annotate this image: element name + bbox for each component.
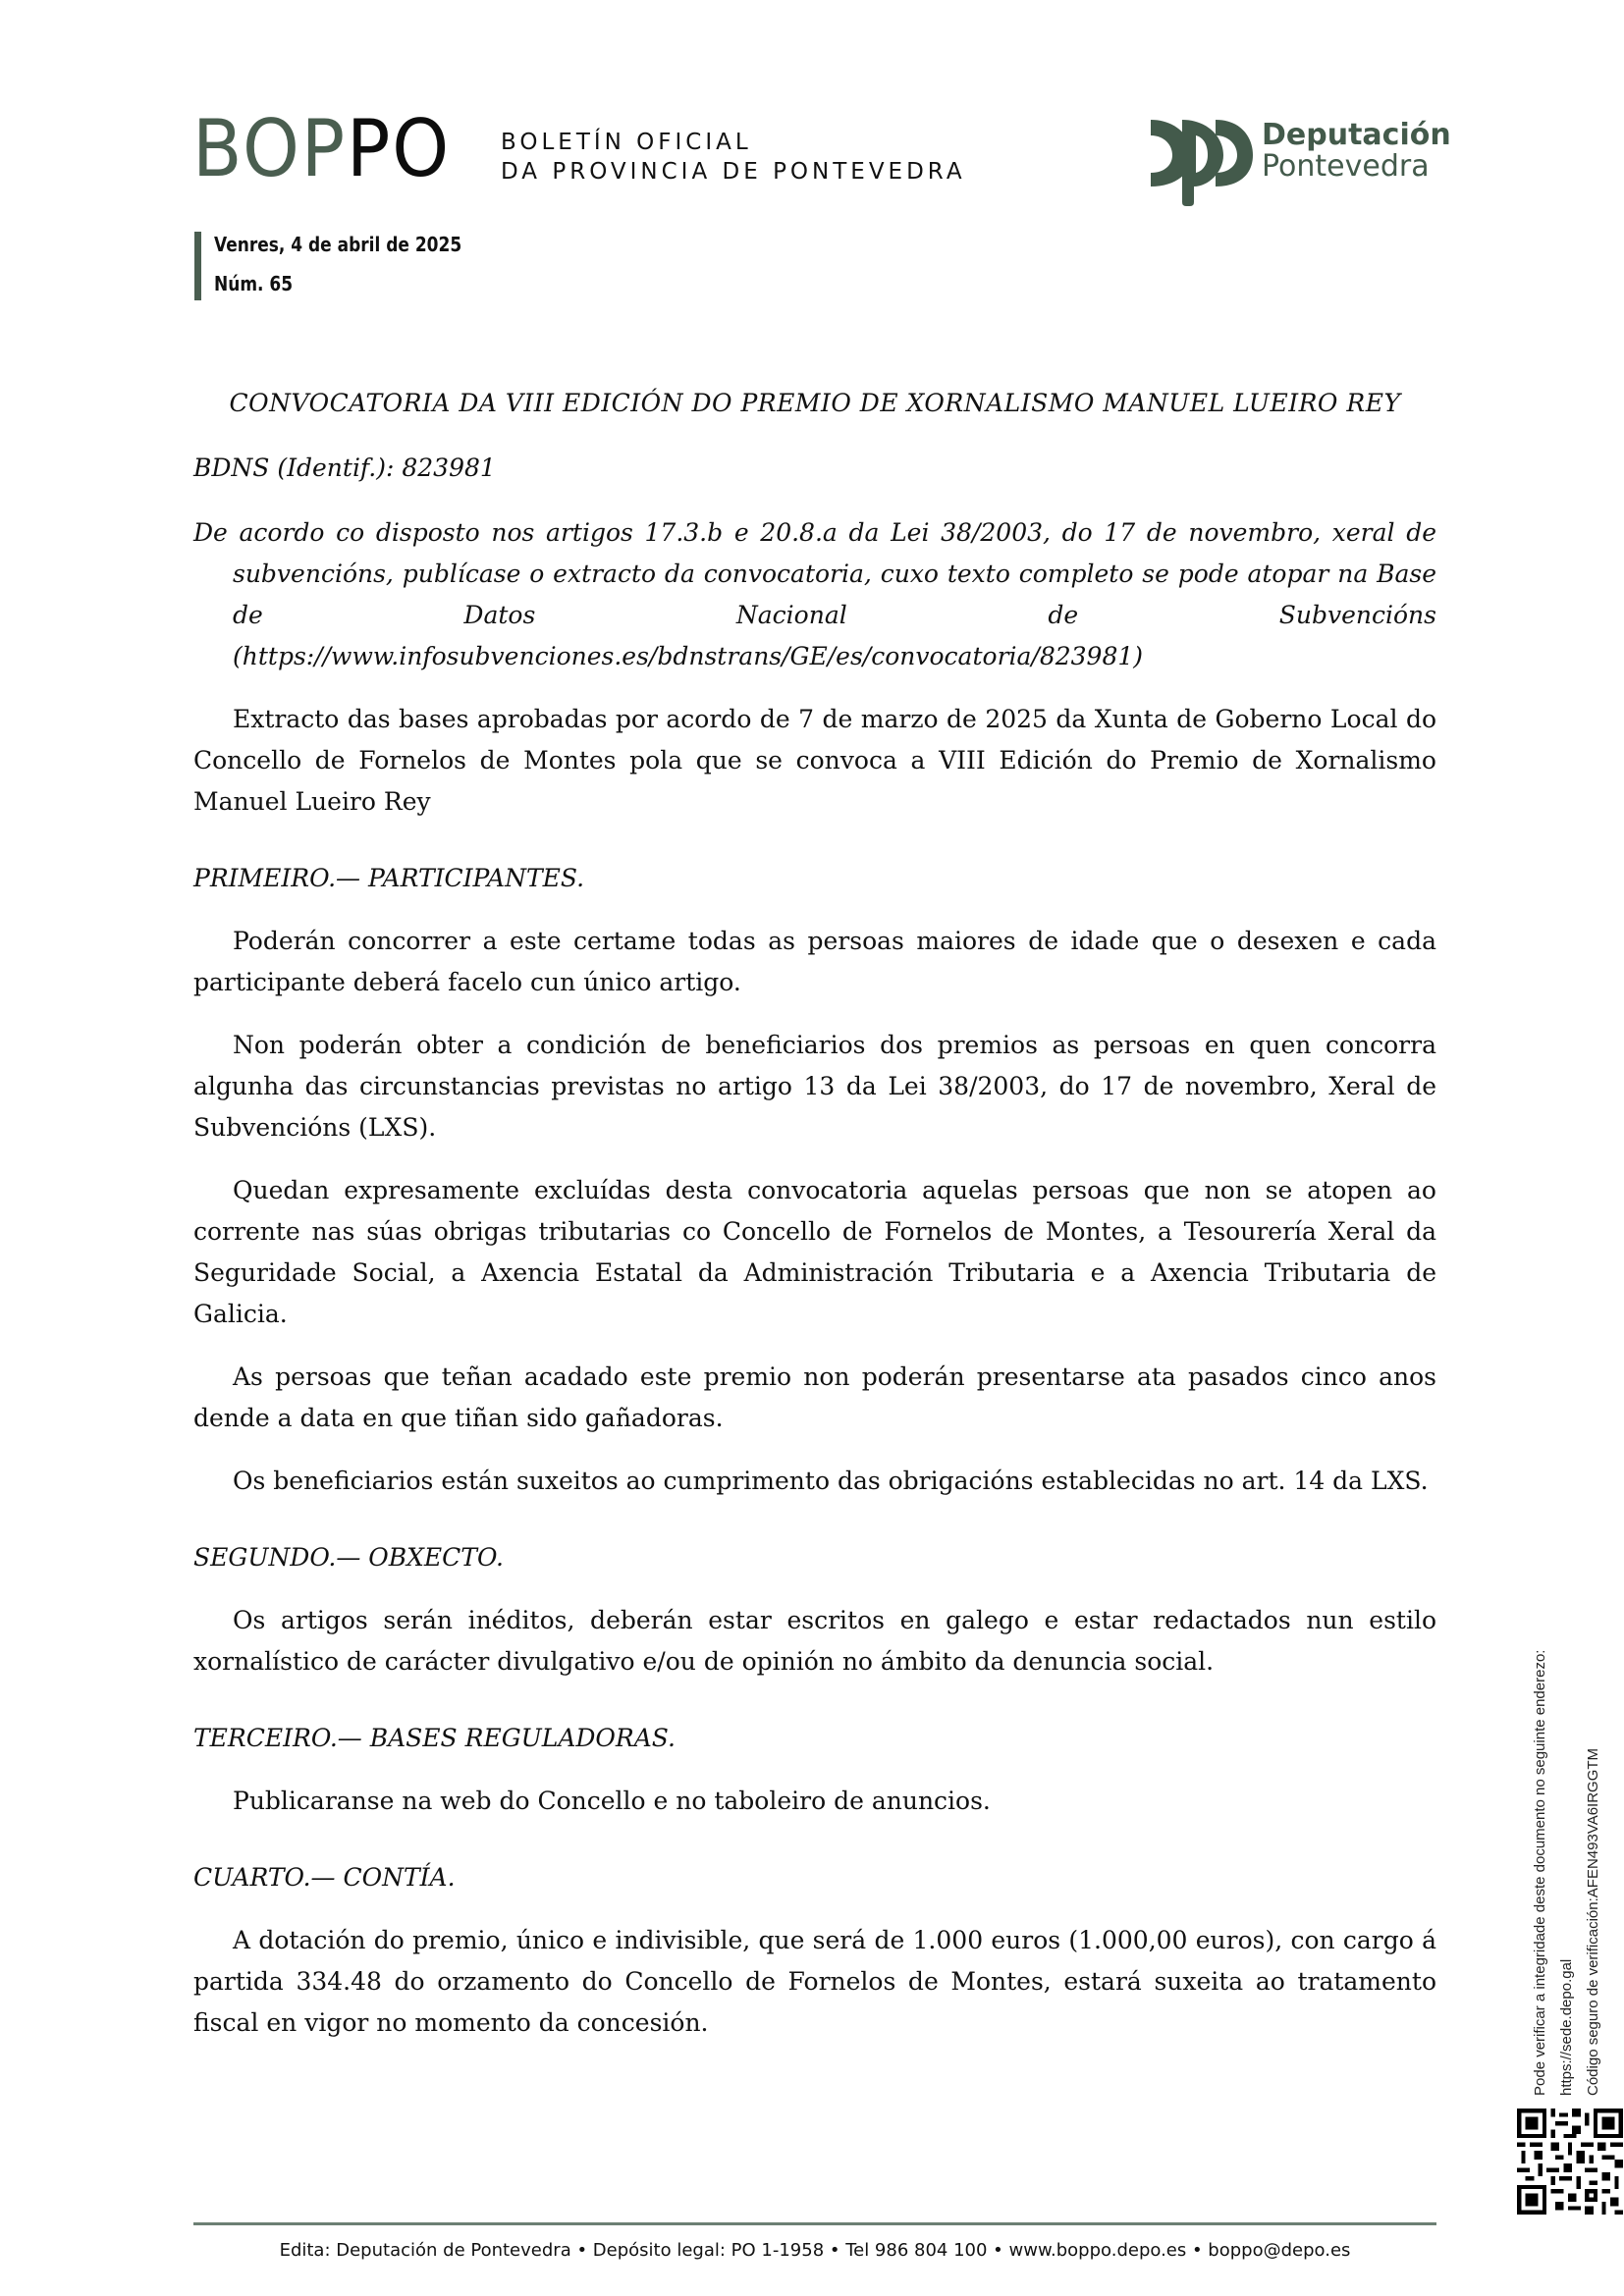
legal-basis: De acordo co disposto nos artigos 17.3.b e 20.8.a da Lei 38/2003, do 17 de novembro, xeral de subvencións, publícase o extracto da convocatoria, cuxo texto completo se pode atopar na Base de Datos Nacional de Subvencións (https://www.infosubvenciones.es/bdnstrans/GE/es/convocatoria/823981): [193, 518, 1436, 670]
paragraph: Quedan expresamente excluídas desta convocatoria aquelas persoas que non se atopen ao corrente nas súas obrigas tributarias co Concello de Fornelos de Montes, a Tesourería Xeral da Seguridade Social, a Axencia Estatal da Administración Tributaria e a Axencia Tributaria de Galicia.: [193, 1176, 1436, 1328]
bdns-identifier: BDNS (Identif.): 823981: [193, 454, 496, 482]
paragraph: As persoas que teñan acadado este premio non poderán presentarse ata pasados cinco anos dende a data en que tiñan sido gañadoras.: [193, 1362, 1436, 1432]
document-title: CONVOCATORIA DA VIII EDICIÓN DO PREMIO DE XORNALISMO MANUEL LUEIRO REY: [229, 389, 1401, 417]
section-heading: PRIMEIRO.— PARTICIPANTES.: [193, 864, 585, 892]
qr-code-icon: [1517, 2109, 1623, 2215]
boppo-logo: [192, 103, 452, 194]
issue-date: Venres, 4 de abril de 2025: [214, 233, 462, 256]
intro-paragraph: Extracto das bases aprobadas por acordo de 7 de marzo de 2025 da Xunta de Goberno Local do Concello de Fornelos de Montes pola que se convoca a VIII Edición do Premio de Xornalismo Manuel Lueiro Rey: [193, 705, 1436, 816]
section-heading: TERCEIRO.— BASES REGULADORAS.: [193, 1724, 676, 1752]
paragraph: Os artigos serán inéditos, deberán estar escritos en galego e estar redactados nun estilo xornalístico de carácter divulgativo e/ou de opinión no ámbito da denuncia social.: [193, 1606, 1436, 1676]
issue-info: [194, 232, 506, 300]
logo-part1: BOP: [192, 103, 348, 194]
bulletin-line2: DA PROVINCIA DE PONTEVEDRA: [501, 159, 966, 185]
logo-part2: PO: [347, 103, 452, 194]
issue-number: Núm. 65: [214, 272, 294, 295]
section-heading: SEGUNDO.— OBXECTO.: [193, 1543, 504, 1572]
paragraph: Non poderán obter a condición de beneficiarios dos premios as persoas en quen concorra algunha das circunstancias previstas no artigo 13 da Lei 38/2003, do 17 de novembro, Xeral de Subvencións (LXS).: [193, 1031, 1436, 1142]
verification-line1: Pode verificar a integridade deste documento no seguinte enderezo:: [1532, 1649, 1548, 2096]
publisher-line2: Pontevedra: [1262, 149, 1430, 184]
bulletin-name: [501, 128, 966, 187]
paragraph: Os beneficiarios están suxeitos ao cumprimento das obrigacións establecidas no art. 14 da LXS.: [233, 1467, 1429, 1495]
deputacion-name: [1262, 120, 1451, 183]
document-body: [193, 383, 1436, 2065]
paragraph: Publicaranse na web do Concello e no taboleiro de anuncios.: [233, 1787, 991, 1815]
footer-divider: [193, 2222, 1436, 2225]
section-heading: CUARTO.— CONTÍA.: [193, 1863, 456, 1892]
footer-text: Edita: Deputación de Pontevedra • Depósito legal: PO 1-1958 • Tel 986 804 100 • www.boppo.depo.es • boppo@depo.es: [279, 2240, 1351, 2261]
verification-url[interactable]: https://sede.depo.gal: [1558, 1958, 1575, 2096]
bulletin-line1: BOLETÍN OFICIAL: [501, 130, 752, 155]
paragraph: Poderán concorrer a este certame todas as persoas maiores de idade que o desexen e cada participante deberá facelo cun único artigo.: [193, 927, 1436, 996]
verification-code: Código seguro de verificación:AFEN493VA6IRGGTM: [1585, 1747, 1601, 2096]
verification-text: [1527, 1650, 1606, 2096]
publisher-line1: Deputación: [1262, 118, 1451, 152]
paragraph: A dotación do premio, único e indivisible, que será de 1.000 euros (1.000,00 euros), con cargo á partida 334.48 do orzamento do Concello de Fornelos de Montes, estará suxeita ao tratamento fiscal en vigor no momento da concesión.: [193, 1926, 1436, 2037]
deputacion-logo-icon: [1147, 116, 1255, 206]
